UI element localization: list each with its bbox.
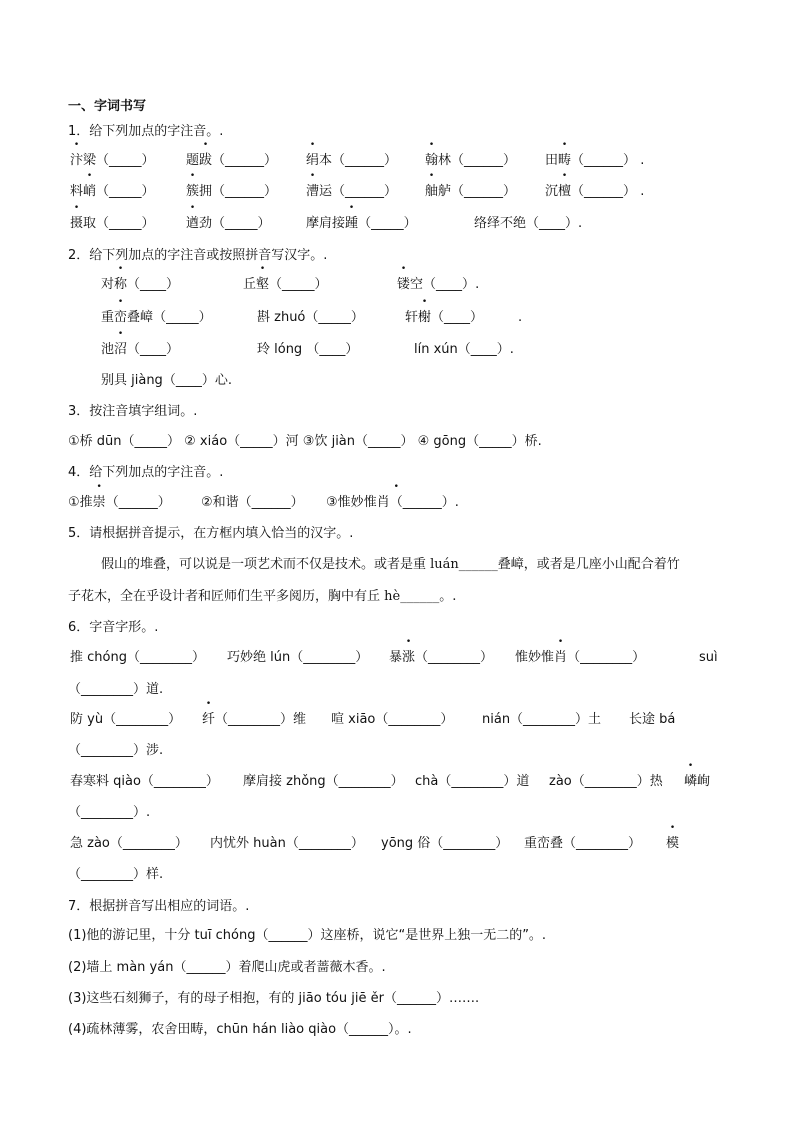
q7-line-4: (4)疏林薄雾，农舍田畴，chūn hán liào qiào（______）。.: [68, 1022, 412, 1037]
q4-item: ①推崇（______）: [68, 495, 171, 510]
emphasis-dot: 舳: [425, 184, 439, 199]
q4-prompt: 4．给下列加点的字注音。.: [68, 465, 224, 480]
q1-item: 题跋（______）: [186, 153, 278, 168]
q3-prompt: 3．按注音填字组词。.: [68, 404, 198, 419]
q6-item: 喧 xiāo（________）: [331, 712, 454, 727]
q6-item: nián（________）土: [482, 712, 602, 727]
q2-prompt: 2．给下列加点的字注音或按照拼音写汉字。.: [68, 248, 328, 263]
emphasis-dot: 峭: [83, 184, 97, 199]
q6-item: 春寒料 qiào（________）: [70, 774, 219, 789]
q5-prompt: 5．请根据拼音提示，在方框内填入恰当的汉字。.: [68, 526, 354, 541]
section-title: 一、字词书写: [68, 99, 147, 114]
q4-item: ③惟妙惟肖• （______）.: [326, 494, 459, 512]
q2-item: 镂空（____）.: [397, 277, 480, 292]
q1-item: 绢本（______）: [306, 153, 398, 168]
q6-item: 暴涨（________）: [389, 650, 494, 665]
q7-line-3: (3)这些石刻狮子，有的母子相抱，有的 jiāo tóu jiē ěr（______）…….: [68, 991, 480, 1006]
q1-item: 漕运（______）: [306, 184, 398, 199]
q1-item: 翰林（______）: [425, 153, 517, 168]
q2-item: 丘壑（_____）: [243, 277, 328, 292]
q6-item: 长途 bá: [629, 712, 676, 727]
q7-line-1: (1)他的游记里，十分 tuī chóng（______）这座桥，说它“是世界上独一无二的”。.: [68, 928, 547, 943]
q6-item: 纤（________）维: [202, 712, 307, 727]
q1-item: 沉檀（______） .: [545, 184, 645, 199]
q2-item: 池沼（____）: [101, 342, 180, 357]
q1-item: 汴梁（_____）: [70, 153, 155, 168]
q1-item: 料峭（_____）: [70, 184, 155, 199]
q1-prompt: 1．给下列加点的字注音。.: [68, 124, 224, 139]
q6-item: yōng 俗（________）: [381, 836, 509, 851]
q3-line: ①桥 dūn（_____） ② xiáo（_____）河 ③饮 jiàn（_____） ④ gōng（_____）桥.: [68, 434, 542, 449]
q2-item: 重峦叠嶂（_____）: [101, 310, 212, 325]
emphasis-dot: 畴: [558, 153, 572, 168]
q6-item: 防 yù（________）: [70, 712, 182, 727]
q6-row-4-cont: （________）样.: [68, 867, 164, 882]
emphasis-dot: 沼: [114, 342, 128, 357]
q6-row-1-cont: （________）道.: [68, 682, 164, 697]
emphasis-dot: 簇: [186, 184, 200, 199]
q5-line-2: 子花木，全在乎设计者和匠师们生平多阅历，胸中有丘 hè______。.: [68, 589, 457, 604]
q6-prompt: 6．字音字形。.: [68, 620, 159, 635]
emphasis-dot: 翰: [425, 153, 439, 168]
q6-item: zào（________）热: [549, 774, 663, 789]
emphasis-dot: 檀: [558, 184, 572, 199]
q6-item: 嶙峋: [684, 774, 711, 789]
q2-item: lín xún（____）.: [414, 342, 514, 357]
emphasis-dot: 涨: [402, 650, 416, 665]
q5-line-1: 假山的堆叠，可以说是一项艺术而不仅是技术。或者是重 luán______叠嶂，或者是几座小山配合着竹: [101, 557, 680, 572]
q2-item: 玲 lóng （____）: [257, 342, 359, 357]
q6-item: 内忧外 huàn（________）: [210, 836, 364, 851]
emphasis-dot: 遒: [186, 216, 200, 231]
emphasis-dot: 摄: [70, 216, 84, 231]
emphasis-dot: 漕: [306, 184, 320, 199]
q6-item: 巧妙绝 lún（________）: [227, 650, 369, 665]
emphasis-dot: 崇: [92, 495, 106, 510]
q4-item: ②和谐（______）: [201, 495, 304, 510]
emphasis-dot: 跋: [199, 153, 213, 168]
q1-item: 簇拥（______）: [186, 184, 278, 199]
emphasis-dot: 模: [666, 836, 680, 851]
q2-item: 对称（____）: [101, 277, 180, 292]
emphasis-dot: 壑: [256, 277, 270, 292]
q2-item: 斟 zhuó（_____）: [257, 310, 364, 325]
q6-item: 摩肩接 zhǒng（________）: [243, 774, 404, 789]
q6-item: [666, 835, 679, 853]
q6-item: 急 zào（________）: [70, 836, 188, 851]
q1-item: 络绎不绝（____）.: [474, 216, 583, 231]
q6-item: 重峦叠（________）: [524, 836, 642, 851]
q1-item: 田畴（______） .: [545, 153, 645, 168]
q1-item: 摄取（_____）: [70, 216, 155, 231]
q2-item: 轩榭（____）: [405, 310, 484, 325]
q6-row-2-cont: （________）涉.: [68, 743, 164, 758]
emphasis-dot: 踵: [345, 216, 359, 231]
emphasis-dot: 绢: [306, 153, 320, 168]
q1-item: 摩肩接踵（_____）: [306, 216, 417, 231]
q2-item: 别具 jiàng（____）心.: [101, 373, 232, 388]
emphasis-dot: 榭: [418, 310, 432, 325]
emphasis-dot: 纤: [202, 712, 216, 727]
q7-line-2: (2)墙上 màn yán（______）着爬山虎或者蔷薇木香。.: [68, 960, 386, 975]
q6-item: 推 chóng（________）: [70, 650, 205, 665]
emphasis-dot: 峦: [114, 310, 128, 325]
q1-item: 遒劲（_____）: [186, 216, 271, 231]
q7-prompt: 7．根据拼音写出相应的词语。.: [68, 899, 250, 914]
q1-item: 舳舻（______）: [425, 184, 517, 199]
emphasis-dot: 镂: [397, 277, 411, 292]
emphasis-dot: 肖: [554, 650, 568, 665]
q2-item: .: [518, 310, 523, 325]
emphasis-dot: • （: [390, 494, 403, 512]
q6-item: chà（________）道: [415, 774, 530, 789]
q6-item: suì: [699, 650, 718, 665]
emphasis-dot: 嶙: [684, 774, 698, 789]
q6-row-3-cont: （________）.: [68, 805, 151, 820]
q6-item: 惟妙惟肖（________）: [515, 650, 646, 665]
emphasis-dot: 称: [114, 277, 128, 292]
emphasis-dot: 汴: [70, 153, 84, 168]
